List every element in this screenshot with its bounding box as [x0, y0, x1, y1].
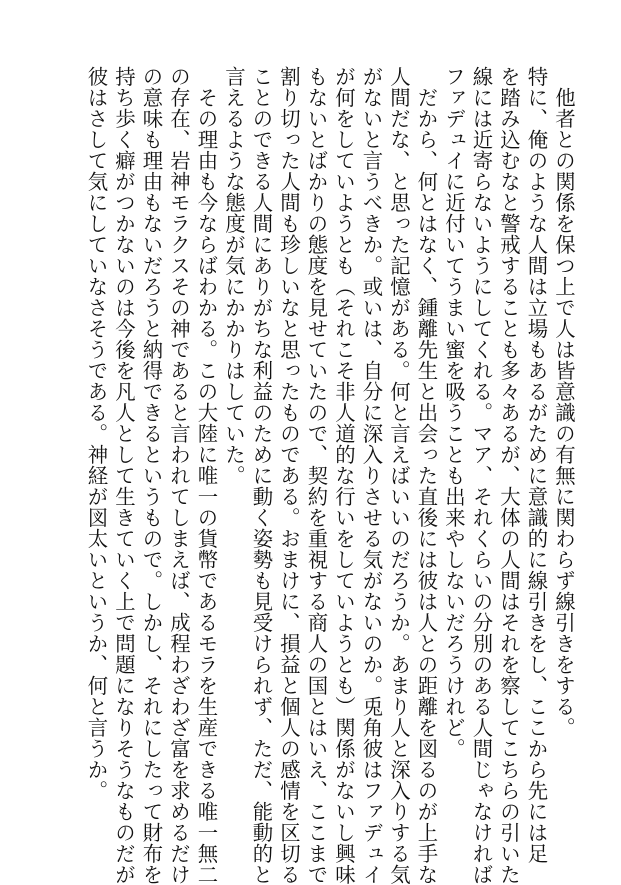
text-line-10: もないとばかりの態度を見せていたので、契約を重視する商人の国とはいえ、ここまで	[304, 66, 329, 885]
text-line-14: その理由も今ならばわかる。この大陸に唯一の貨幣であるモラを生産できる唯一無二	[194, 66, 219, 885]
vertical-text-body	[82, 66, 577, 885]
text-line-3: を踏み込むなと警戒することも多々あるが、大体の人間はそれを察してこちらの引いた	[497, 66, 521, 885]
text-line-9: が何をしていようとも（それこそ非人道的な行いをしていようとも）関係がないし興味	[332, 66, 356, 885]
text-line-18: 彼はさして気にしていなさそうである。神経が図太いというか、何と言うか。	[84, 66, 109, 801]
text-line-6: だから、何とはなく、鍾離先生と出会った直後には彼は人との距離を図るのが上手な	[414, 66, 439, 885]
text-line-8: がないと言うべきか。或いは、自分に深入りさせる気がないのか。兎角彼はファデュイ	[359, 66, 384, 885]
text-line-17: 持ち歩く癖がつかないのは今後を凡人として生きていく上で問題になりそうなものだが	[112, 66, 136, 885]
text-line-16: の意味も理由もないだろうと納得できるというもので。しかし、それにしたって財布を	[139, 66, 164, 885]
text-line-11: 割り切った人間も珍しいなと思ったものである。おまけに、損益と個人の感情を区切る	[277, 66, 301, 885]
text-line-7: 人間だな、と思った記憶がある。何と言えばいいのだろうか。あまり人と深入りする気	[387, 66, 411, 885]
text-line-1: 他者との関係を保つ上で人は皆意識の有無に関わらず線引きをする。	[552, 66, 576, 738]
text-line-15: の存在、岩神モラクスその神であると言われてしまえば、成程わざわざ富を求めるだけ	[167, 66, 191, 885]
text-line-5: ファデュイに近付いてうまい蜜を吸うことも出来やしないだろうけれど。	[442, 66, 466, 759]
text-line-2: 特に、俺のような人間は立場もあるがために意識的に線引きをし、ここから先には足	[524, 66, 549, 864]
text-line-12: ことのできる人間にありがちな利益のために動く姿勢も見受けられず、ただ、能動的と	[249, 66, 274, 885]
text-line-4: 線には近寄らないようにしてくれる。マア、それくらいの分別のある人間じゃなければ	[469, 66, 494, 885]
text-line-13: 言えるような態度が気にかかりはしていた。	[222, 66, 246, 486]
